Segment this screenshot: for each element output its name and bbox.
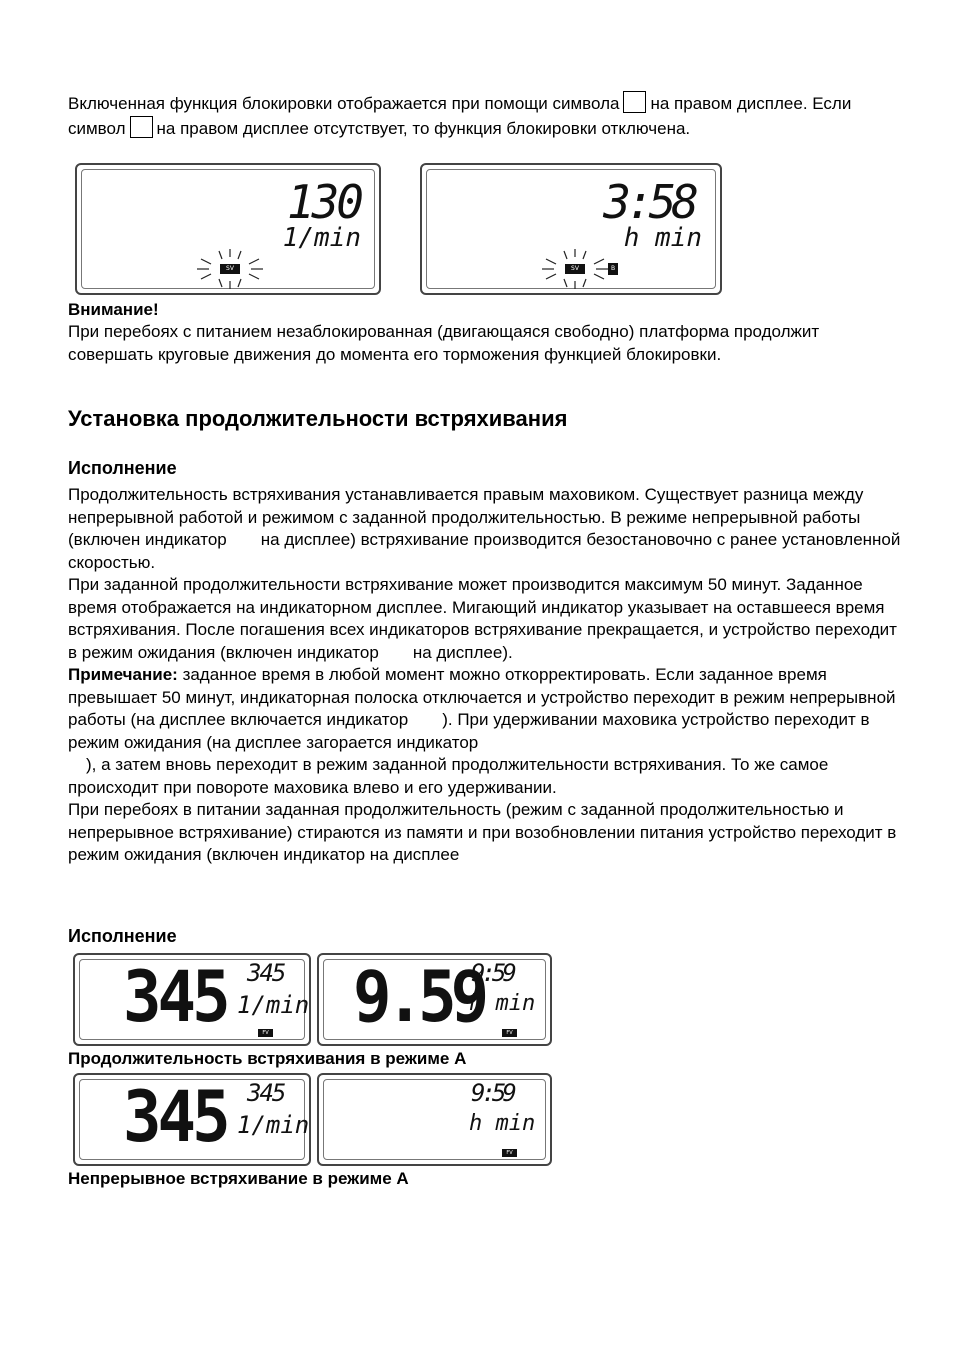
note-label: Примечание: [68,665,178,684]
unit: 1/min [237,1111,310,1139]
small-value: 9:59 [471,1079,513,1107]
fv-badge: FV [502,1149,517,1157]
sv-badge: SV [565,264,585,274]
fv-badge: FV [502,1029,517,1037]
small-value: 9:59 [471,959,513,987]
sv-badge: SV [220,264,240,274]
lock-display-time [420,163,722,295]
subheading-execution-2: Исполнение [68,926,177,946]
small-value: 345 [247,959,285,987]
big-value: 345 [123,1077,227,1159]
lock-symbol-icon [623,91,646,113]
mode-a-speed-display [73,953,311,1046]
lock-symbol-icon [130,116,153,138]
big-value: 345 [123,957,227,1039]
display-unit: 1/min [282,223,361,253]
intro-paragraph: Включенная функция блокировки отображается при помощи символа на правом дисплее. Если символ на правом дисплее отсутствует, то функция блокировки отключена. [68,91,898,140]
display-value: 130 [286,175,361,229]
lock-indicator-badge: B [608,263,618,275]
big-value: 9.59 [353,957,484,1039]
unit: h min [469,991,536,1016]
fv-badge: FV [258,1029,273,1037]
caption-mode-a: Продолжительность встряхивания в режиме А [68,1049,467,1068]
subheading-execution: Исполнение [68,458,177,478]
body-paragraph: Продолжительность встряхивания устанавливается правым маховиком. Существует разница между непрерывной работой и режимом с заданной продолжительностью. В режиме непрерывной работы (включен индикатор на дисплее) встряхивание производится безостановочно с ранее установленной скоростью. При заданной продолжительности встряхивание может производится максимум 50 минут. Заданное время отображается на индикаторном дисплее. Мигающий индикатор указывает на оставшееся время встряхивания. После погашения всех индикаторов встряхивание прекращается, и устройство переходит в режим ожидания (включен индикатор на дисплее). Примечание: заданное время в любой момент можно откорректировать. Если заданное время превышает 50 минут, индикаторная полоска отключается и устройство переходит в режим непрерывной работы (на дисплее включается индикатор ). При удерживании маховика устройство переходит в режим ожидания (на дисплее загорается индикатор ), а затем вновь переходит в режим заданной продолжительности встряхивания. То же самое происходит при повороте маховика влево и его удерживании. При перебоях в питании заданная продолжительность (режим с заданной продолжительностью и непрерывное встряхивание) стираются из памяти и при возобновлении питания устройство переходит в режим ожидания (включен индикатор на дисплее [68,485,901,864]
caption-mode-b: Непрерывное встряхивание в режиме А [68,1169,409,1188]
section-title: Установка продолжительности встряхивания [68,406,568,431]
warning-title: Внимание! [68,300,159,319]
mode-b-time-display [317,1073,552,1166]
unit: 1/min [237,991,310,1019]
mode-a-time-display [317,953,552,1046]
warning-text: При перебоях с питанием незаблокированная (двигающаяся свободно) платформа продолжит совершать круговые движения до момента его торможения функцией блокировки. [68,322,820,364]
mode-b-speed-display [73,1073,311,1166]
small-value: 345 [247,1079,285,1107]
display-unit: h min [623,223,702,253]
display-value: 3:58 [603,175,694,229]
unit: h min [469,1111,536,1136]
lock-display-speed [75,163,381,295]
